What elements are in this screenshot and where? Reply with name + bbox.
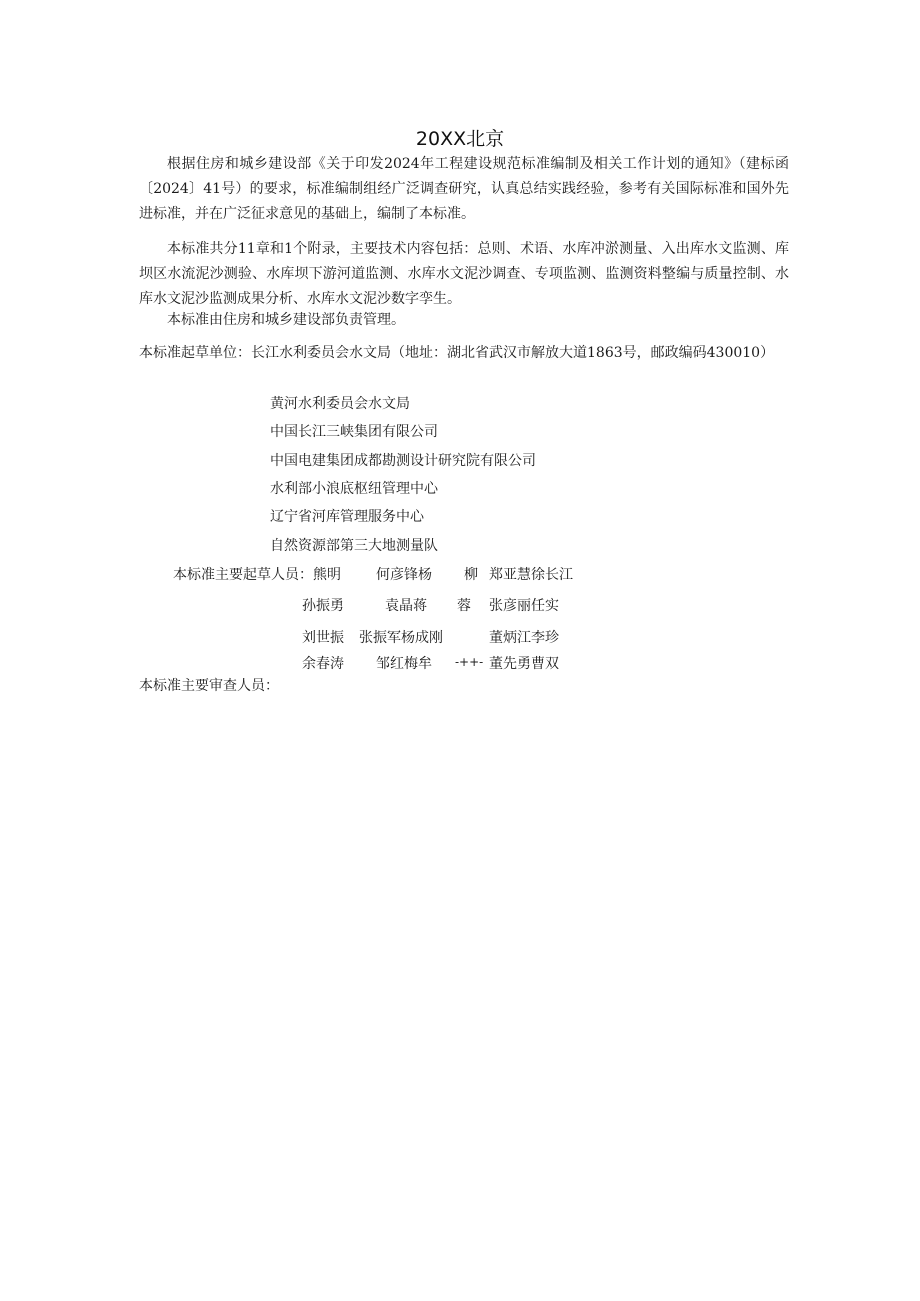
content-paragraph: 本标准共分11章和1个附录，主要技术内容包括：总则、术语、水库冲淤测量、入出库水文监测、库坝区水流泥沙测验、水库坝下游河道监测、水库水文泥沙调查、专项监测、监测资料整编与质量控制、水库水文泥沙监测成果分析、水库水文泥沙数字孪生。 — [139, 241, 789, 307]
drafting-unit-line: 本标准起草单位：长江水利委员会水文局（地址：湖北省武汉市解放大道1863号，邮政编码430010） — [139, 345, 775, 361]
drafter-name: 蓉 — [457, 598, 471, 614]
drafter-name: 郑亚慧徐长江 — [489, 567, 573, 583]
drafter-name: 张彦丽任实 — [489, 598, 559, 614]
drafter-name: 董炳江李珍 — [489, 630, 559, 646]
drafter-name: 熊明 — [313, 567, 341, 583]
participating-unit: 黄河水利委员会水文局 — [270, 396, 410, 412]
drafter-name: 何彦锋杨 — [376, 567, 432, 583]
drafter-name: 袁晶蒋 — [385, 598, 427, 614]
drafter-name: 余春涛 — [302, 656, 344, 672]
drafters-label: 本标准主要起草人员： — [173, 567, 313, 583]
participating-unit: 自然资源部第三大地测量队 — [270, 538, 438, 554]
drafter-name: 董先勇曹双 — [489, 656, 559, 672]
participating-unit: 中国长江三峡集团有限公司 — [270, 424, 438, 440]
participating-unit: 水利部小浪底枢纽管理中心 — [270, 481, 438, 497]
drafter-name: 柳 — [464, 567, 478, 583]
management-paragraph: 本标准由住房和城乡建设部负责管理。 — [167, 312, 405, 328]
drafter-name: 孙振勇 — [302, 598, 344, 614]
participating-unit: 辽宁省河库管理服务中心 — [270, 509, 424, 525]
intro-paragraph: 根据住房和城乡建设部《关于印发2024年工程建设规范标准编制及相关工作计划的通知》（建标函〔2024〕41号）的要求，标准编制组经广泛调查研究，认真总结实践经验，参考有关国际标准和国外先进标准，并在广泛征求意见的基础上，编制了本标准。 — [139, 156, 789, 222]
drafter-name: 张振军杨成刚 — [359, 630, 443, 646]
reviewers-label: 本标准主要审查人员： — [139, 678, 279, 694]
drafter-name: -++- — [455, 655, 484, 669]
document-title: 20XX北京 — [415, 128, 505, 150]
drafter-name: 邹红梅牟 — [376, 656, 432, 672]
participating-unit: 中国电建集团成都勘测设计研究院有限公司 — [270, 453, 536, 469]
drafter-name: 刘世振 — [302, 630, 344, 646]
